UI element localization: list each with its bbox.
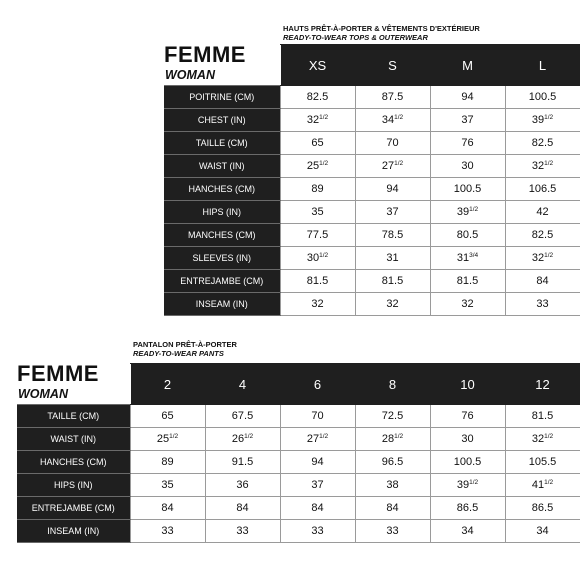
size-header: XS <box>280 45 355 86</box>
table-cell <box>280 474 355 497</box>
table-cell <box>280 178 355 201</box>
table-cell <box>430 405 505 428</box>
cell-value: 42 <box>536 206 549 218</box>
tops-corner <box>164 42 280 86</box>
cell-value: 94 <box>461 91 474 103</box>
table-cell <box>505 405 580 428</box>
cell-value: 26 <box>231 433 245 445</box>
row-label: INSEAM (IN) <box>164 293 280 316</box>
cell-value: 31 <box>456 252 470 264</box>
cell-fraction: 1/2 <box>319 252 329 259</box>
table-cell <box>505 497 580 520</box>
cell-value: 39 <box>456 206 470 218</box>
table-cell <box>280 428 355 451</box>
table-cell <box>130 497 205 520</box>
table-cell <box>355 86 430 109</box>
cell-value: 33 <box>161 525 174 537</box>
row-label: WAIST (IN) <box>164 155 280 178</box>
cell-fraction: 1/2 <box>319 114 329 121</box>
table-cell <box>505 155 580 178</box>
table-cell <box>505 474 580 497</box>
cell-value: 30 <box>461 433 474 445</box>
cell-fraction: 1/2 <box>544 160 554 167</box>
table-cell <box>355 178 430 201</box>
table-cell <box>280 247 355 270</box>
row-label: WAIST (IN) <box>17 428 130 451</box>
table-row <box>164 132 580 155</box>
row-label: HANCHES (CM) <box>164 178 280 201</box>
cell-value: 89 <box>161 456 174 468</box>
table-cell <box>430 201 505 224</box>
cell-value: 33 <box>386 525 399 537</box>
cell-value: 30 <box>461 160 474 172</box>
row-label: TAILLE (CM) <box>164 132 280 155</box>
table-cell <box>280 201 355 224</box>
cell-value: 33 <box>536 298 549 310</box>
table-cell <box>430 224 505 247</box>
table-row <box>164 293 580 316</box>
size-header: M <box>430 45 505 86</box>
cell-value: 25 <box>306 160 320 172</box>
size-header: 2 <box>130 364 205 405</box>
table-cell <box>280 270 355 293</box>
pants-subtitle: WOMAN <box>18 387 68 401</box>
table-cell <box>205 405 280 428</box>
tops-subtitle: WOMAN <box>165 68 215 82</box>
table-cell <box>505 247 580 270</box>
cell-fraction: 1/2 <box>469 206 479 213</box>
table-cell <box>355 270 430 293</box>
table-cell <box>280 293 355 316</box>
row-label: HIPS (IN) <box>164 201 280 224</box>
cell-value: 34 <box>461 525 474 537</box>
cell-fraction: 1/2 <box>394 433 404 440</box>
table-row <box>17 474 580 497</box>
cell-value: 70 <box>311 410 324 422</box>
size-header: 10 <box>430 364 505 405</box>
cell-value: 32 <box>531 160 545 172</box>
cell-fraction: 1/2 <box>544 252 554 259</box>
table-cell <box>205 451 280 474</box>
row-label: TAILLE (CM) <box>17 405 130 428</box>
table-cell <box>505 270 580 293</box>
table-cell <box>430 497 505 520</box>
cell-value: 33 <box>311 525 324 537</box>
table-cell <box>280 109 355 132</box>
cell-value: 34 <box>536 525 549 537</box>
cell-value: 32 <box>306 114 320 126</box>
table-cell <box>355 451 430 474</box>
cell-value: 81.5 <box>306 275 329 287</box>
pants-title: FEMME <box>17 361 99 386</box>
table-cell <box>505 201 580 224</box>
cell-value: 78.5 <box>381 229 404 241</box>
cell-value: 38 <box>386 479 399 491</box>
row-label: HANCHES (CM) <box>17 451 130 474</box>
cell-value: 105.5 <box>528 456 557 468</box>
table-row <box>17 520 580 543</box>
cell-fraction: 1/2 <box>244 433 254 440</box>
tops-caption-en: READY-TO-WEAR TOPS & OUTERWEAR <box>283 33 428 42</box>
cell-value: 89 <box>311 183 324 195</box>
row-label: INSEAM (IN) <box>17 520 130 543</box>
table-cell <box>130 405 205 428</box>
cell-value: 76 <box>461 410 474 422</box>
table-row <box>164 109 580 132</box>
cell-value: 82.5 <box>306 91 329 103</box>
cell-fraction: 1/2 <box>394 114 404 121</box>
cell-value: 27 <box>306 433 320 445</box>
cell-value: 65 <box>311 137 324 149</box>
cell-value: 84 <box>311 502 324 514</box>
table-cell <box>430 178 505 201</box>
cell-value: 82.5 <box>531 229 554 241</box>
cell-value: 76 <box>461 137 474 149</box>
pants-size-table <box>17 363 580 543</box>
row-label: MANCHES (CM) <box>164 224 280 247</box>
cell-value: 96.5 <box>381 456 404 468</box>
tops-caption-fr: HAUTS PRÊT-À-PORTER & VÊTEMENTS D'EXTÉRIEUR <box>283 24 480 33</box>
table-row <box>17 428 580 451</box>
table-cell <box>430 428 505 451</box>
row-label: POITRINE (CM) <box>164 86 280 109</box>
table-cell <box>130 474 205 497</box>
cell-fraction: 1/2 <box>319 433 329 440</box>
row-label: SLEEVES (IN) <box>164 247 280 270</box>
pants-caption-fr: PANTALON PRÊT-À-PORTER <box>133 340 237 349</box>
cell-value: 67.5 <box>231 410 254 422</box>
table-cell <box>505 520 580 543</box>
tops-title: FEMME <box>164 42 246 67</box>
cell-value: 87.5 <box>381 91 404 103</box>
cell-fraction: 1/2 <box>319 160 329 167</box>
cell-value: 86.5 <box>531 502 554 514</box>
table-cell <box>355 109 430 132</box>
table-cell <box>505 178 580 201</box>
cell-value: 28 <box>381 433 395 445</box>
table-cell <box>280 86 355 109</box>
table-cell <box>205 428 280 451</box>
cell-value: 94 <box>386 183 399 195</box>
table-row <box>164 247 580 270</box>
table-cell <box>430 474 505 497</box>
cell-value: 32 <box>386 298 399 310</box>
cell-value: 35 <box>311 206 324 218</box>
table-cell <box>355 428 430 451</box>
cell-value: 32 <box>531 252 545 264</box>
cell-value: 25 <box>156 433 170 445</box>
cell-value: 84 <box>161 502 174 514</box>
table-row <box>164 178 580 201</box>
cell-value: 94 <box>311 456 324 468</box>
row-label: HIPS (IN) <box>17 474 130 497</box>
cell-value: 81.5 <box>531 410 554 422</box>
table-row <box>164 155 580 178</box>
cell-value: 41 <box>531 479 545 491</box>
tops-size-table <box>164 44 580 316</box>
cell-fraction: 1/2 <box>544 433 554 440</box>
cell-value: 80.5 <box>456 229 479 241</box>
cell-value: 32 <box>531 433 545 445</box>
table-cell <box>280 497 355 520</box>
table-cell <box>355 132 430 155</box>
table-cell <box>355 497 430 520</box>
cell-value: 34 <box>381 114 395 126</box>
size-header: S <box>355 45 430 86</box>
cell-value: 84 <box>386 502 399 514</box>
table-cell <box>355 474 430 497</box>
table-row <box>164 86 580 109</box>
row-label: CHEST (IN) <box>164 109 280 132</box>
cell-fraction: 1/2 <box>544 479 554 486</box>
table-cell <box>505 109 580 132</box>
cell-value: 72.5 <box>381 410 404 422</box>
table-cell <box>430 451 505 474</box>
cell-value: 106.5 <box>528 183 557 195</box>
cell-fraction: 1/2 <box>544 114 554 121</box>
table-cell <box>205 474 280 497</box>
cell-value: 39 <box>531 114 545 126</box>
cell-value: 100.5 <box>453 456 482 468</box>
table-cell <box>205 497 280 520</box>
table-row <box>17 497 580 520</box>
table-cell <box>430 270 505 293</box>
cell-value: 37 <box>311 479 324 491</box>
cell-value: 82.5 <box>531 137 554 149</box>
table-cell <box>130 520 205 543</box>
cell-value: 70 <box>386 137 399 149</box>
row-label: ENTREJAMBE (CM) <box>17 497 130 520</box>
table-cell <box>430 520 505 543</box>
size-header: 6 <box>280 364 355 405</box>
table-cell <box>280 405 355 428</box>
table-cell <box>355 293 430 316</box>
table-cell <box>205 520 280 543</box>
cell-value: 77.5 <box>306 229 329 241</box>
table-cell <box>505 293 580 316</box>
size-header: 4 <box>205 364 280 405</box>
table-cell <box>280 132 355 155</box>
cell-fraction: 1/2 <box>394 160 404 167</box>
cell-value: 91.5 <box>231 456 254 468</box>
table-cell <box>505 428 580 451</box>
cell-value: 31 <box>386 252 399 264</box>
cell-value: 36 <box>236 479 249 491</box>
table-cell <box>280 155 355 178</box>
table-cell <box>505 132 580 155</box>
size-header: 8 <box>355 364 430 405</box>
size-header: L <box>505 45 580 86</box>
pants-caption-en: READY-TO-WEAR PANTS <box>133 349 224 358</box>
cell-fraction: 1/2 <box>169 433 179 440</box>
table-cell <box>430 247 505 270</box>
cell-value: 65 <box>161 410 174 422</box>
cell-value: 32 <box>311 298 324 310</box>
table-cell <box>355 201 430 224</box>
table-row <box>17 451 580 474</box>
cell-value: 84 <box>536 275 549 287</box>
table-cell <box>430 293 505 316</box>
table-cell <box>355 247 430 270</box>
table-cell <box>280 520 355 543</box>
cell-value: 35 <box>161 479 174 491</box>
cell-value: 100.5 <box>453 183 482 195</box>
table-cell <box>130 428 205 451</box>
table-row <box>164 201 580 224</box>
table-cell <box>430 86 505 109</box>
cell-value: 81.5 <box>456 275 479 287</box>
table-cell <box>355 224 430 247</box>
cell-value: 30 <box>306 252 320 264</box>
cell-value: 32 <box>461 298 474 310</box>
cell-value: 81.5 <box>381 275 404 287</box>
cell-value: 39 <box>456 479 470 491</box>
table-cell <box>355 405 430 428</box>
cell-value: 84 <box>236 502 249 514</box>
table-cell <box>130 451 205 474</box>
table-cell <box>430 132 505 155</box>
pants-corner <box>17 361 130 405</box>
cell-value: 86.5 <box>456 502 479 514</box>
cell-value: 33 <box>236 525 249 537</box>
cell-fraction: 3/4 <box>469 252 479 259</box>
cell-value: 27 <box>381 160 395 172</box>
size-header: 12 <box>505 364 580 405</box>
table-row <box>164 224 580 247</box>
table-cell <box>430 109 505 132</box>
cell-value: 100.5 <box>528 91 557 103</box>
table-cell <box>355 155 430 178</box>
cell-value: 37 <box>386 206 399 218</box>
table-row <box>164 270 580 293</box>
table-cell <box>505 451 580 474</box>
table-row <box>17 405 580 428</box>
table-cell <box>430 155 505 178</box>
table-cell <box>505 86 580 109</box>
table-cell <box>505 224 580 247</box>
table-cell <box>280 224 355 247</box>
row-label: ENTREJAMBE (CM) <box>164 270 280 293</box>
cell-fraction: 1/2 <box>469 479 479 486</box>
table-cell <box>280 451 355 474</box>
table-cell <box>355 520 430 543</box>
cell-value: 37 <box>461 114 474 126</box>
